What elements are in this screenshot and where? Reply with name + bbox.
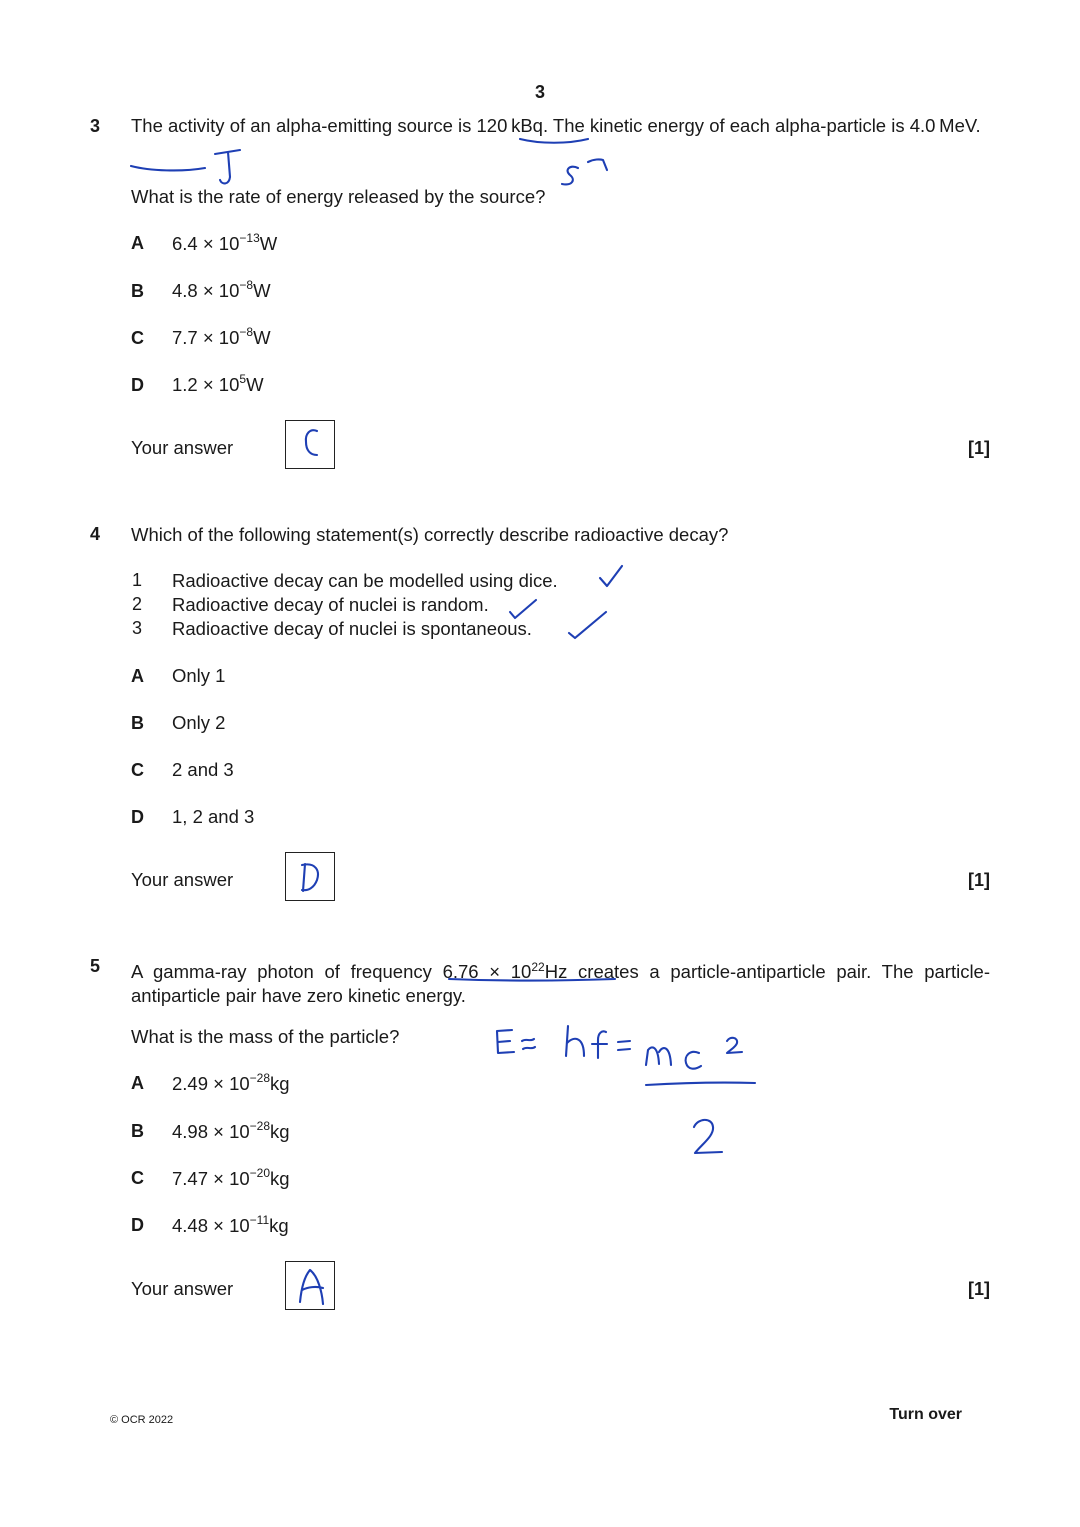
marks: [1] <box>968 438 990 458</box>
handwritten-f <box>592 1031 607 1058</box>
handwritten-c-lower <box>686 1052 701 1069</box>
handwritten-c <box>286 421 336 470</box>
underline-energy <box>131 166 205 170</box>
option-d: $1.2 \times 10^5W$ <box>172 372 264 396</box>
your-answer-label: Your answer <box>131 869 234 890</box>
statement-number: 2 <box>132 594 143 614</box>
option-letter: D <box>131 807 144 827</box>
option-b: $4.8 \times 10^{-8}W$ <box>172 278 271 302</box>
question-number: 3 <box>90 116 101 136</box>
underline-activity <box>520 139 588 143</box>
option-letter: D <box>131 1215 144 1235</box>
marks: [1] <box>968 870 990 890</box>
option-b: Only 2 <box>172 712 226 733</box>
tick-2 <box>510 600 536 618</box>
option-letter: B <box>131 713 144 733</box>
handwritten-s-inverse <box>562 159 607 184</box>
answer-box[interactable] <box>285 852 335 901</box>
energy-value: 4.0 MeV. <box>909 115 981 136</box>
option-a: $2.49 \times 10^{-28}kg$ <box>172 1071 290 1095</box>
question-stem: The activity of an alpha-emitting source is 120 kBq. The kinetic energy of each alpha-particle is 4.0 MeV. <box>131 115 981 136</box>
page-number: 3 <box>534 82 545 102</box>
option-letter: B <box>131 281 144 301</box>
option-letter: B <box>131 1121 144 1141</box>
handwritten-d <box>286 853 336 902</box>
marks: [1] <box>968 1279 990 1299</box>
tick-3 <box>569 612 606 638</box>
handwritten-j <box>215 150 240 183</box>
option-letter: A <box>131 666 144 686</box>
frequency-value: $6.76 \times 10^{22}Hz$ <box>442 960 568 983</box>
handwritten-approx <box>522 1039 535 1049</box>
handwritten-two <box>694 1120 722 1153</box>
option-a: Only 1 <box>172 665 226 686</box>
turn-over-label: Turn over <box>889 1406 962 1423</box>
question-number: 5 <box>90 956 101 976</box>
statement-number: 1 <box>132 570 143 590</box>
option-b: $4.98 \times 10^{-28}kg$ <box>172 1119 290 1143</box>
option-letter: D <box>131 375 144 395</box>
option-letter: C <box>131 328 144 348</box>
option-letter: A <box>131 233 144 253</box>
option-c: $7.47 \times 10^{-20}kg$ <box>172 1166 290 1190</box>
question-text: Which of the following statement(s) correctly describe radioactive decay? <box>131 524 729 545</box>
option-c: 2 and 3 <box>172 759 234 780</box>
option-a: $6.4 \times 10^{-13}W$ <box>172 231 278 255</box>
your-answer-label: Your answer <box>131 1278 234 1299</box>
question-text: What is the mass of the particle? <box>131 1026 400 1047</box>
copyright-notice: © OCR 2022 <box>110 1414 174 1426</box>
handwritten-superscript-2 <box>727 1038 742 1053</box>
statement-1: Radioactive decay can be modelled using dice. <box>172 570 558 591</box>
your-answer-label: Your answer <box>131 437 234 458</box>
answer-box[interactable] <box>285 420 335 469</box>
option-letter: C <box>131 760 144 780</box>
statement-3: Radioactive decay of nuclei is spontaneous. <box>172 618 532 639</box>
question-number: 4 <box>90 524 101 544</box>
option-letter: A <box>131 1073 144 1093</box>
option-c: $7.7 \times 10^{-8}W$ <box>172 325 271 349</box>
fraction-bar <box>646 1083 755 1085</box>
handwritten-h <box>566 1026 584 1056</box>
option-d: 1, 2 and 3 <box>172 806 255 827</box>
option-letter: C <box>131 1168 144 1188</box>
handwritten-a <box>286 1262 336 1311</box>
question-text: What is the rate of energy released by the source? <box>131 186 546 207</box>
option-d: $4.48 \times 10^{-11}kg$ <box>172 1213 289 1237</box>
handwritten-e <box>497 1030 514 1053</box>
activity-value: 120 kBq <box>476 115 543 136</box>
handwritten-equals <box>618 1041 630 1050</box>
question-stem: A gamma-ray photon of frequency $6.76 \times 10^{22}Hz$ creates a particle-antiparticle pair. The particle-antiparticle pair have zero kinetic energy. <box>131 960 991 1007</box>
handwritten-m <box>646 1047 671 1065</box>
statement-2: Radioactive decay of nuclei is random. <box>172 594 489 615</box>
statement-number: 3 <box>132 618 143 638</box>
tick-1 <box>600 566 622 586</box>
answer-box[interactable] <box>285 1261 335 1310</box>
